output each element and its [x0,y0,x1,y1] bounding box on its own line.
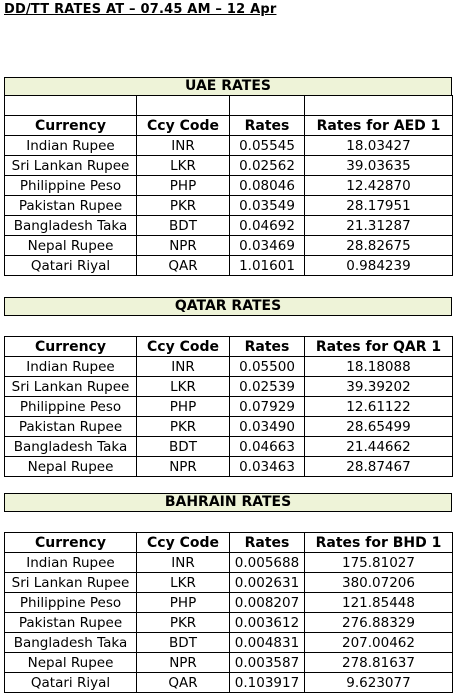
table-cell: Philippine Peso [5,593,137,613]
table-row [5,593,453,613]
table-cell: Sri Lankan Rupee [5,156,137,176]
table-cell: 21.44662 [305,437,453,457]
table-cell: 28.82675 [305,236,453,256]
table-row [5,613,453,633]
column-header: Ccy Code [137,337,230,357]
table-cell: 28.65499 [305,417,453,437]
table-row [5,377,453,397]
table-cell: 0.008207 [230,593,305,613]
table-row [5,653,453,673]
table-row [5,437,453,457]
column-header: Rates for QAR 1 [305,337,453,357]
qatar-rates-table [4,336,453,477]
table-cell: 0.03490 [230,417,305,437]
table-cell: BDT [137,633,230,653]
table-cell: 28.17951 [305,196,453,216]
table-cell: Nepal Rupee [5,653,137,673]
table-cell: LKR [137,377,230,397]
table-cell: NPR [137,653,230,673]
empty-cell [305,96,453,116]
table-cell: 12.61122 [305,397,453,417]
table-cell: 175.81027 [305,553,453,573]
table-cell: PHP [137,176,230,196]
spacer-row [5,96,453,116]
table-cell: NPR [137,236,230,256]
column-header: Rates [230,337,305,357]
table-cell: Pakistan Rupee [5,196,137,216]
qatar-rates-title: QATAR RATES [4,297,452,316]
table-cell: 0.05500 [230,357,305,377]
table-cell: 278.81637 [305,653,453,673]
table-cell: 18.03427 [305,136,453,156]
uae-rates-table [4,95,453,276]
table-cell: PKR [137,613,230,633]
table-row [5,196,453,216]
table-cell: 0.08046 [230,176,305,196]
table-cell: Bangladesh Taka [5,633,137,653]
table-cell: 0.984239 [305,256,453,276]
header-row [5,116,453,136]
bahrain-rates-title: BAHRAIN RATES [4,493,452,512]
table-cell: 0.002631 [230,573,305,593]
table-cell: PHP [137,397,230,417]
table-cell: 18.18088 [305,357,453,377]
table-cell: Nepal Rupee [5,236,137,256]
table-cell: Bangladesh Taka [5,437,137,457]
table-cell: Pakistan Rupee [5,613,137,633]
table-cell: Qatari Riyal [5,673,137,693]
table-row [5,573,453,593]
column-header: Rates [230,116,305,136]
column-header: Rates [230,533,305,553]
empty-cell [137,96,230,116]
table-row [5,457,453,477]
table-cell: Bangladesh Taka [5,216,137,236]
table-cell: Indian Rupee [5,136,137,156]
column-header: Ccy Code [137,533,230,553]
table-cell: Sri Lankan Rupee [5,377,137,397]
table-row [5,553,453,573]
header-row [5,337,453,357]
table-cell: PKR [137,417,230,437]
table-cell: 380.07206 [305,573,453,593]
table-cell: 0.04663 [230,437,305,457]
table-cell: 0.05545 [230,136,305,156]
bahrain-rates-table [4,532,453,693]
table-cell: 39.03635 [305,156,453,176]
table-cell: Indian Rupee [5,553,137,573]
table-row [5,397,453,417]
table-cell: 1.01601 [230,256,305,276]
column-header: Rates for AED 1 [305,116,453,136]
table-cell: 0.003612 [230,613,305,633]
table-cell: 0.03469 [230,236,305,256]
table-cell: 0.04692 [230,216,305,236]
table-cell: 0.004831 [230,633,305,653]
table-cell: 0.02539 [230,377,305,397]
table-cell: Pakistan Rupee [5,417,137,437]
table-cell: 0.03549 [230,196,305,216]
table-cell: INR [137,553,230,573]
table-cell: 0.02562 [230,156,305,176]
table-cell: QAR [137,673,230,693]
table-cell: Nepal Rupee [5,457,137,477]
table-row [5,176,453,196]
column-header: Rates for BHD 1 [305,533,453,553]
table-cell: Indian Rupee [5,357,137,377]
table-row [5,357,453,377]
column-header: Ccy Code [137,116,230,136]
table-cell: 0.003587 [230,653,305,673]
page-title: DD/TT RATES AT – 07.45 AM – 12 Apr [4,2,277,17]
table-cell: LKR [137,156,230,176]
table-cell: LKR [137,573,230,593]
table-cell: Qatari Riyal [5,256,137,276]
column-header: Currency [5,116,137,136]
table-cell: 0.005688 [230,553,305,573]
uae-rates-title: UAE RATES [4,77,452,96]
table-row [5,156,453,176]
table-cell: QAR [137,256,230,276]
table-cell: 28.87467 [305,457,453,477]
table-cell: 276.88329 [305,613,453,633]
empty-cell [230,96,305,116]
column-header: Currency [5,533,137,553]
table-cell: BDT [137,437,230,457]
empty-cell [5,96,137,116]
table-cell: INR [137,136,230,156]
table-cell: Philippine Peso [5,176,137,196]
table-cell: NPR [137,457,230,477]
table-cell: BDT [137,216,230,236]
table-row [5,633,453,653]
column-header: Currency [5,337,137,357]
table-row [5,417,453,437]
table-cell: 0.07929 [230,397,305,417]
table-cell: 21.31287 [305,216,453,236]
table-cell: PHP [137,593,230,613]
table-cell: 0.103917 [230,673,305,693]
table-cell: 39.39202 [305,377,453,397]
table-row [5,256,453,276]
table-cell: 9.623077 [305,673,453,693]
table-row [5,236,453,256]
table-cell: PKR [137,196,230,216]
table-row [5,216,453,236]
table-cell: 0.03463 [230,457,305,477]
table-cell: 121.85448 [305,593,453,613]
table-cell: Sri Lankan Rupee [5,573,137,593]
table-row [5,136,453,156]
table-cell: INR [137,357,230,377]
table-cell: 12.42870 [305,176,453,196]
table-row [5,673,453,693]
header-row [5,533,453,553]
table-cell: 207.00462 [305,633,453,653]
table-cell: Philippine Peso [5,397,137,417]
